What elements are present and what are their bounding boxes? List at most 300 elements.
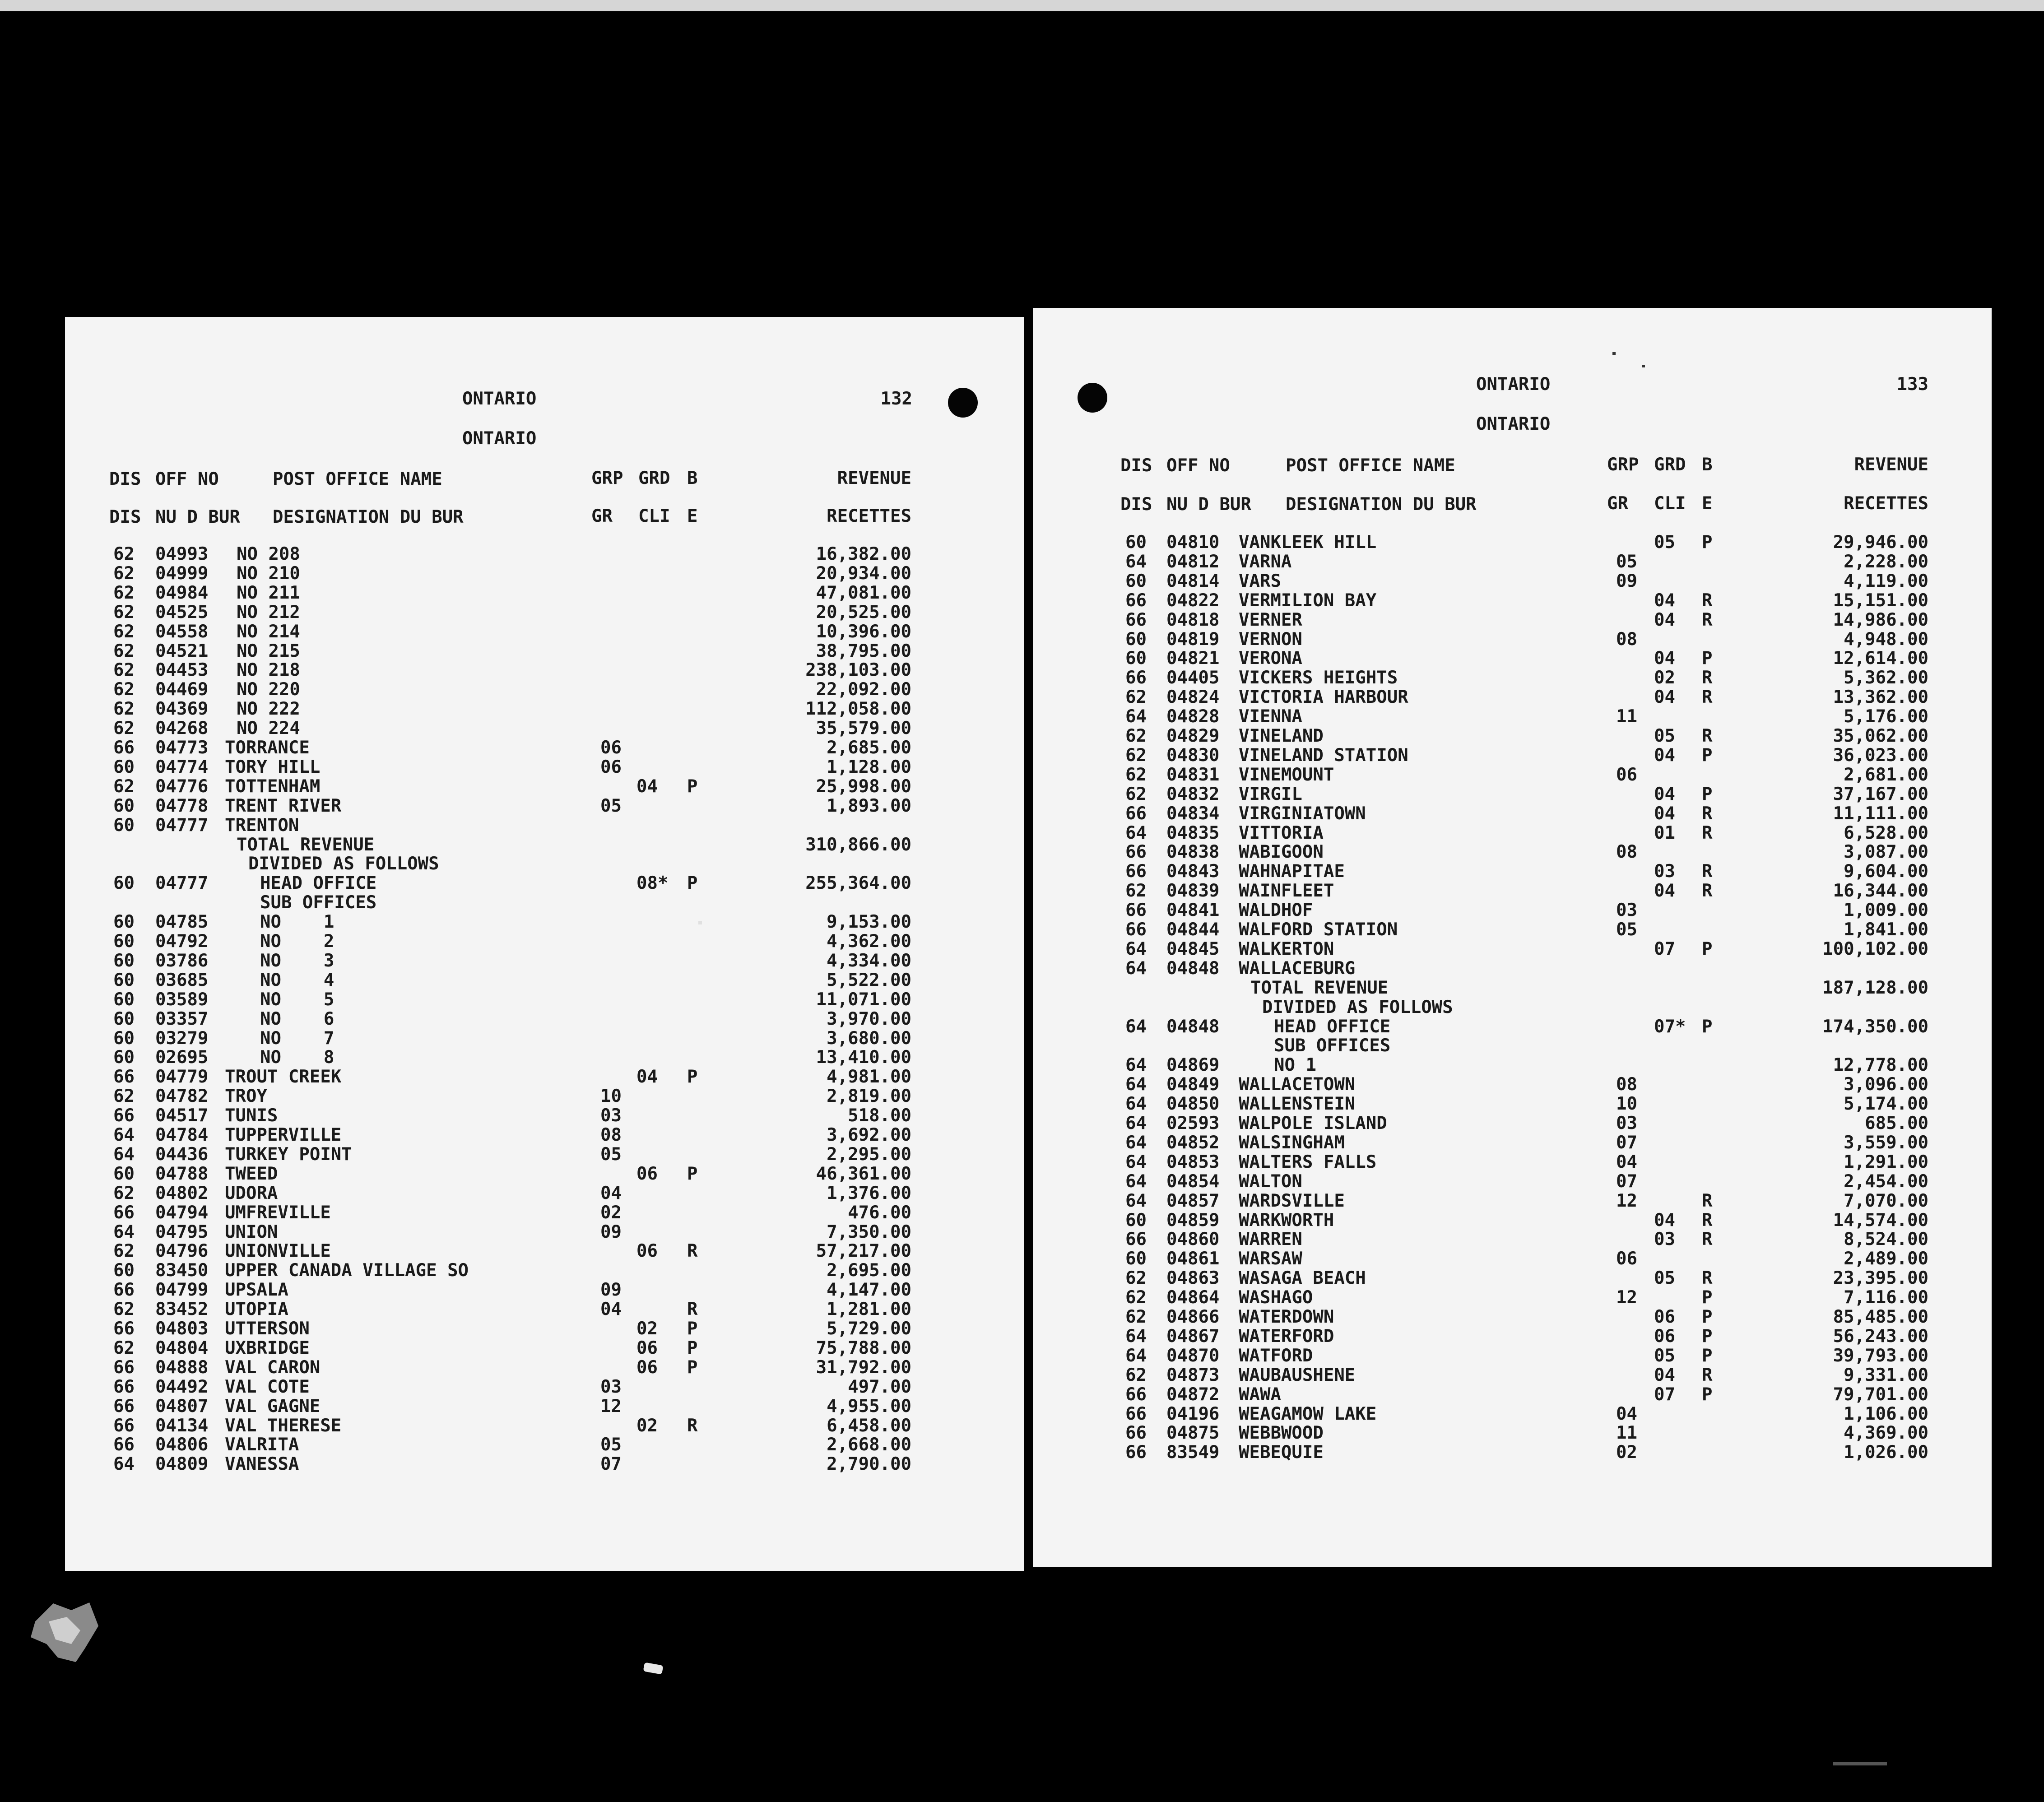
cell-dis: 62: [113, 1241, 135, 1262]
cell-office-number: 04773: [155, 738, 209, 758]
cell-dis: 60: [113, 950, 135, 971]
table-row: [1033, 862, 1992, 881]
cell-grade: 04: [1654, 745, 1675, 766]
table-row: [65, 1435, 1024, 1454]
cell-revenue: 4,948.00: [1844, 629, 1928, 650]
cell-office-name: VINELAND STATION: [1239, 745, 1408, 766]
film-speck: [643, 1663, 664, 1675]
header-off-no: OFF NO: [1166, 455, 1230, 476]
cell-office-number: 04795: [155, 1221, 209, 1242]
cell-office-name: VARNA: [1239, 551, 1292, 572]
table-row: [65, 1009, 1024, 1029]
cell-dis: 66: [1125, 1423, 1147, 1444]
cell-group: 04: [1616, 1403, 1637, 1424]
cell-revenue: 238,103.00: [805, 660, 911, 681]
cell-office-number: 03357: [155, 1008, 209, 1029]
cell-revenue: 13,410.00: [816, 1047, 911, 1068]
cell-grade: 01: [1654, 822, 1675, 843]
cell-office-number: 04854: [1166, 1171, 1220, 1192]
cell-dis: 62: [113, 544, 135, 564]
cell-office-number: 04852: [1166, 1132, 1220, 1153]
cell-office-number: 04861: [1166, 1249, 1220, 1269]
cell-revenue: 22,092.00: [816, 679, 911, 700]
cell-dis: 62: [113, 1299, 135, 1320]
page-left: [65, 317, 1024, 1571]
cell-office-number: 04776: [155, 776, 209, 797]
table-row: [1033, 901, 1992, 920]
cell-revenue: 4,369.00: [1844, 1423, 1928, 1444]
cell-revenue: 4,119.00: [1844, 571, 1928, 591]
cell-office-name: WASAGA BEACH: [1239, 1268, 1366, 1289]
cell-revenue: 1,281.00: [827, 1299, 911, 1320]
cell-dis: 66: [113, 1435, 135, 1455]
table-row: [1033, 1191, 1992, 1211]
cell-office-name: VINEMOUNT: [1239, 764, 1334, 785]
table-row: [1033, 668, 1992, 687]
cell-grade: 04: [1654, 648, 1675, 669]
cell-b: R: [1702, 822, 1713, 843]
cell-revenue: 38,795.00: [816, 641, 911, 661]
cell-revenue: 3,692.00: [827, 1125, 911, 1145]
cell-office-number: 04777: [155, 873, 209, 894]
table-row: [1033, 1055, 1992, 1075]
cell-revenue: 255,364.00: [805, 873, 911, 894]
cell-dis: 60: [113, 1163, 135, 1184]
cell-office-number: 04867: [1166, 1326, 1220, 1347]
table-row: [65, 835, 1024, 855]
cell-b: P: [1702, 1307, 1713, 1327]
cell-office-name: HEAD OFFICE: [260, 873, 377, 894]
cell-dis: 64: [1125, 706, 1147, 727]
cell-office-number: 04134: [155, 1415, 209, 1436]
cell-group: 06: [600, 738, 622, 758]
cell-dis: 62: [1125, 881, 1147, 901]
cell-revenue: 100,102.00: [1822, 938, 1928, 959]
cell-office-name: HEAD OFFICE: [1274, 1016, 1391, 1037]
cell-office-number: 04872: [1166, 1384, 1220, 1405]
cell-group: 09: [600, 1280, 622, 1300]
cell-group: 06: [1616, 764, 1637, 785]
cell-revenue: 15,151.00: [1833, 590, 1928, 611]
cell-dis: 62: [1125, 745, 1147, 766]
cell-dis: 66: [1125, 1229, 1147, 1250]
cell-office-name: WALFORD STATION: [1239, 920, 1398, 940]
cell-grade: 04: [1654, 881, 1675, 901]
table-row: [65, 738, 1024, 757]
cell-b: P: [687, 776, 698, 797]
table-row: [65, 912, 1024, 932]
cell-office-name: WALTON: [1239, 1171, 1302, 1192]
cell-revenue: 6,528.00: [1844, 822, 1928, 843]
table-row: [65, 1338, 1024, 1358]
cell-group: 12: [600, 1396, 622, 1417]
cell-group: 04: [600, 1183, 622, 1203]
cell-dis: 66: [113, 1396, 135, 1417]
cell-office-number: 03589: [155, 989, 209, 1010]
cell-dis: 62: [113, 641, 135, 661]
cell-office-number: 04863: [1166, 1268, 1220, 1289]
cell-office-name: SUB OFFICES: [1274, 1036, 1391, 1056]
table-row: [1033, 978, 1992, 998]
cell-grade: 07*: [1654, 1016, 1686, 1037]
cell-group: 02: [1616, 1442, 1637, 1463]
cell-revenue: 2,228.00: [1844, 551, 1928, 572]
cell-office-name: WATERDOWN: [1239, 1307, 1334, 1327]
cell-office-name: VERNON: [1239, 629, 1302, 650]
cell-office-name: WALLACEBURG: [1239, 958, 1356, 979]
table-row: [1033, 939, 1992, 959]
cell-office-name: NO 5: [260, 989, 334, 1010]
cell-b: P: [1702, 938, 1713, 959]
header-revenue-fr: RECETTES: [1844, 493, 1928, 514]
cell-revenue: 47,081.00: [816, 582, 911, 603]
cell-office-number: 04848: [1166, 958, 1220, 979]
cell-revenue: 5,176.00: [1844, 706, 1928, 727]
cell-office-name: WALLENSTEIN: [1239, 1094, 1356, 1115]
cell-dis: 64: [113, 1125, 135, 1145]
table-row: [65, 990, 1024, 1009]
cell-b: R: [1702, 1190, 1713, 1211]
cell-office-number: 04819: [1166, 629, 1220, 650]
cell-dis: 60: [113, 1028, 135, 1049]
cell-revenue: 2,668.00: [827, 1435, 911, 1455]
cell-b: R: [687, 1415, 698, 1436]
cell-office-number: 04405: [1166, 668, 1220, 688]
cell-dis: 66: [1125, 842, 1147, 863]
cell-office-number: 04809: [155, 1454, 209, 1475]
cell-revenue: 3,096.00: [1844, 1074, 1928, 1095]
cell-group: 09: [1616, 571, 1637, 591]
cell-office-name: NO 1: [1274, 1055, 1316, 1076]
cell-revenue: 8,524.00: [1844, 1229, 1928, 1250]
cell-dis: 62: [1125, 726, 1147, 746]
cell-office-name: VAL GAGNE: [225, 1396, 321, 1417]
cell-office-number: 04521: [155, 641, 209, 661]
cell-dis: 66: [113, 1357, 135, 1378]
cell-grade: 04: [1654, 590, 1675, 611]
cell-office-name: UPPER CANADA VILLAGE SO: [225, 1260, 469, 1281]
cell-dis: 62: [113, 1183, 135, 1203]
cell-office-number: 04794: [155, 1202, 209, 1223]
table-row: [65, 1145, 1024, 1164]
cell-group: 10: [1616, 1094, 1637, 1115]
table-row: [1033, 959, 1992, 978]
cell-grade: 04: [636, 1067, 658, 1087]
table-row: [1033, 649, 1992, 668]
cell-group: 10: [600, 1086, 622, 1107]
cell-revenue: 3,559.00: [1844, 1132, 1928, 1153]
cell-dis: 60: [1125, 571, 1147, 591]
cell-office-name: TORRANCE: [225, 738, 310, 758]
cell-office-number: 04888: [155, 1357, 209, 1378]
table-row: [65, 1222, 1024, 1242]
cell-revenue: 14,574.00: [1833, 1210, 1928, 1231]
cell-group: 09: [600, 1221, 622, 1242]
cell-dis: 62: [1125, 764, 1147, 785]
cell-dis: 66: [113, 1105, 135, 1126]
cell-grade: 08*: [636, 873, 669, 894]
cell-grade: 05: [1654, 532, 1675, 553]
table-row: [65, 680, 1024, 699]
cell-office-number: 04785: [155, 912, 209, 933]
cell-group: 05: [600, 795, 622, 816]
cell-office-name: VAL THERESE: [225, 1415, 342, 1436]
cell-dis: 62: [113, 718, 135, 739]
cell-office-name: WEBEQUIE: [1239, 1442, 1324, 1463]
cell-revenue: 37,167.00: [1833, 784, 1928, 804]
cell-group: 07: [1616, 1171, 1637, 1192]
cell-office-number: 04814: [1166, 571, 1220, 591]
cell-office-name: VANKLEEK HILL: [1239, 532, 1377, 553]
cell-grade: 02: [636, 1415, 658, 1436]
cell-dis: 60: [113, 1047, 135, 1068]
table-row: [65, 641, 1024, 661]
cell-office-name: NO 211: [237, 582, 300, 603]
cell-office-name: NO 218: [237, 660, 300, 681]
table-row: [65, 660, 1024, 680]
cell-revenue: 79,701.00: [1833, 1384, 1928, 1405]
cell-revenue: 1,841.00: [1844, 920, 1928, 940]
cell-grade: 06: [636, 1338, 658, 1358]
cell-office-name: TRENTON: [225, 815, 299, 836]
table-row: [65, 1454, 1024, 1474]
cell-dis: 64: [1125, 822, 1147, 843]
cell-office-number: 04804: [155, 1338, 209, 1358]
cell-office-number: 04870: [1166, 1345, 1220, 1366]
cell-dis: 66: [1125, 609, 1147, 630]
cell-office-number: 02695: [155, 1047, 209, 1068]
cell-office-name: NO 3: [260, 950, 334, 971]
cell-office-name: WALDHOF: [1239, 900, 1313, 921]
cell-dis: 66: [1125, 803, 1147, 824]
cell-grade: 07: [1654, 1384, 1675, 1405]
cell-office-name: UNIONVILLE: [225, 1241, 331, 1262]
cell-office-number: 04196: [1166, 1403, 1220, 1424]
cell-dis: 64: [113, 1454, 135, 1475]
cell-office-number: 04268: [155, 718, 209, 739]
cell-revenue: 4,147.00: [827, 1280, 911, 1300]
table-row: [65, 1416, 1024, 1435]
cell-office-number: 04993: [155, 544, 209, 564]
cell-group: 07: [1616, 1132, 1637, 1153]
cell-dis: 62: [1125, 687, 1147, 708]
cell-dis: 60: [113, 970, 135, 990]
table-row: [65, 1203, 1024, 1222]
cell-revenue: 5,174.00: [1844, 1094, 1928, 1115]
cell-dis: 64: [1125, 1113, 1147, 1133]
cell-office-name: SUB OFFICES: [260, 892, 377, 913]
cell-revenue: 35,579.00: [816, 718, 911, 739]
table-row: [65, 1397, 1024, 1416]
page-right: [1033, 308, 1992, 1567]
cell-dis: 66: [1125, 900, 1147, 921]
cell-office-name: VIENNA: [1239, 706, 1302, 727]
cell-dis: 66: [1125, 668, 1147, 688]
cell-group: 08: [1616, 1074, 1637, 1095]
cell-revenue: 12,614.00: [1833, 648, 1928, 669]
cell-dis: 62: [113, 582, 135, 603]
cell-b: R: [1702, 803, 1713, 824]
cell-office-name: WARSAW: [1239, 1249, 1302, 1269]
cell-revenue: 2,295.00: [827, 1144, 911, 1165]
table-row: [65, 1067, 1024, 1087]
cell-b: P: [1702, 1384, 1713, 1405]
cell-dis: 66: [113, 1415, 135, 1436]
cell-group: 05: [1616, 920, 1637, 940]
cell-office-number: 04843: [1166, 861, 1220, 882]
cell-revenue: 497.00: [848, 1376, 911, 1397]
table-row: [1033, 1423, 1992, 1443]
table-row: [1033, 533, 1992, 552]
cell-b: P: [1702, 1287, 1713, 1308]
cell-office-number: 04835: [1166, 822, 1220, 843]
cell-office-number: 04803: [155, 1319, 209, 1339]
cell-office-name: VANESSA: [225, 1454, 299, 1475]
cell-office-name: VAL COTE: [225, 1376, 310, 1397]
table-row: [1033, 1365, 1992, 1385]
cell-group: 03: [1616, 900, 1637, 921]
cell-office-name: UNION: [225, 1221, 278, 1242]
cell-office-number: 83549: [1166, 1442, 1220, 1463]
cell-office-name: VICKERS HEIGHTS: [1239, 668, 1398, 688]
cell-office-name: WAINFLEET: [1239, 881, 1334, 901]
cell-revenue: 16,344.00: [1833, 881, 1928, 901]
cell-office-name: WATFORD: [1239, 1345, 1313, 1366]
cell-office-number: 04848: [1166, 1016, 1220, 1037]
table-row: [1033, 1094, 1992, 1114]
cell-office-name: NO 210: [237, 563, 300, 584]
cell-office-number: 04832: [1166, 784, 1220, 804]
cell-office-name: TUPPERVILLE: [225, 1125, 342, 1145]
cell-office-name: NO 220: [237, 679, 300, 700]
table-row: [1033, 1114, 1992, 1133]
cell-office-number: 04792: [155, 931, 209, 952]
cell-office-number: 04779: [155, 1067, 209, 1087]
table-row: [1033, 785, 1992, 804]
cell-office-name: WEBBWOOD: [1239, 1423, 1324, 1444]
cell-office-name: VIRGIL: [1239, 784, 1302, 804]
cell-grade: 04: [1654, 803, 1675, 824]
cell-office-number: 04831: [1166, 764, 1220, 785]
cell-dis: 60: [113, 989, 135, 1010]
cell-b: R: [1702, 881, 1713, 901]
cell-dis: 66: [1125, 1403, 1147, 1424]
cell-grade: 04: [1654, 1365, 1675, 1385]
header-grp: GRP: [591, 468, 623, 488]
cell-dis: 64: [1125, 1074, 1147, 1095]
table-row: [65, 854, 1024, 873]
cell-revenue: 57,217.00: [816, 1241, 911, 1262]
cell-office-name: TUNIS: [225, 1105, 278, 1126]
cell-revenue: 20,934.00: [816, 563, 911, 584]
cell-office-name: WATERFORD: [1239, 1326, 1334, 1347]
cell-office-name: TRENT RIVER: [225, 795, 342, 816]
cell-group: 02: [600, 1202, 622, 1223]
cell-revenue: 7,070.00: [1844, 1190, 1928, 1211]
cell-revenue: 112,058.00: [805, 699, 911, 720]
cell-office-number: 83450: [155, 1260, 209, 1281]
cell-dis: 66: [113, 1280, 135, 1300]
table-row: [65, 544, 1024, 564]
table-row: [1033, 1249, 1992, 1268]
cell-revenue: 9,331.00: [1844, 1365, 1928, 1385]
cell-office-number: 04777: [155, 815, 209, 836]
cell-b: P: [687, 1338, 698, 1358]
table-row: [65, 1106, 1024, 1125]
table-row: [65, 971, 1024, 990]
cell-grade: 04: [1654, 1210, 1675, 1231]
cell-grade: 06: [636, 1241, 658, 1262]
table-row: [1033, 707, 1992, 726]
cell-office-number: 04829: [1166, 726, 1220, 746]
header-name: POST OFFICE NAME: [1286, 455, 1455, 476]
cell-revenue: 16,382.00: [816, 544, 911, 564]
cell-b: P: [1702, 745, 1713, 766]
cell-b: R: [1702, 668, 1713, 688]
table-row: [65, 1261, 1024, 1280]
table-row: [1033, 610, 1992, 630]
table-row: [65, 622, 1024, 641]
cell-office-name: NO 224: [237, 718, 300, 739]
header-grd-fr: CLI: [638, 506, 670, 526]
cell-group: 05: [600, 1435, 622, 1455]
cell-group: 05: [600, 1144, 622, 1165]
cell-dis: 64: [1125, 958, 1147, 979]
table-row: [1033, 1152, 1992, 1172]
header-b: B: [687, 468, 698, 488]
table-row: [1033, 1230, 1992, 1249]
cell-dis: 66: [113, 1202, 135, 1223]
cell-office-name: WASHAGO: [1239, 1287, 1313, 1308]
cell-office-number: 04778: [155, 795, 209, 816]
cell-office-number: 04788: [155, 1163, 209, 1184]
header-name-fr: DESIGNATION DU BUR: [273, 507, 464, 527]
cell-revenue: 2,454.00: [1844, 1171, 1928, 1192]
table-row: [65, 777, 1024, 796]
cell-revenue: 11,071.00: [816, 989, 911, 1010]
cell-grade: 05: [1654, 1268, 1675, 1289]
dust-speck: [698, 921, 702, 924]
cell-b: P: [1702, 1326, 1713, 1347]
cell-office-name: WARKWORTH: [1239, 1210, 1334, 1231]
cell-grade: 03: [1654, 861, 1675, 882]
header-b-fr: E: [687, 506, 698, 526]
cell-dis: 60: [1125, 532, 1147, 553]
cell-office-name: UTTERSON: [225, 1319, 310, 1339]
table-row: [1033, 630, 1992, 649]
cell-revenue: 39,793.00: [1833, 1345, 1928, 1366]
cell-office-number: 04853: [1166, 1152, 1220, 1172]
cell-office-number: 04822: [1166, 590, 1220, 611]
cell-group: 11: [1616, 706, 1637, 727]
cell-b: P: [687, 1319, 698, 1339]
cell-office-number: 04806: [155, 1435, 209, 1455]
header-grd: GRD: [638, 468, 670, 488]
cell-grade: 05: [1654, 726, 1675, 746]
cell-grade: 04: [636, 776, 658, 797]
cell-office-name: TORY HILL: [225, 757, 321, 777]
cell-office-name: WABIGOON: [1239, 842, 1324, 863]
cell-b: R: [1702, 1365, 1713, 1385]
cell-revenue: 2,790.00: [827, 1454, 911, 1475]
cell-revenue: 3,970.00: [827, 1008, 911, 1029]
cell-revenue: 187,128.00: [1822, 977, 1928, 998]
cell-revenue: 10,396.00: [816, 621, 911, 642]
cell-revenue: 46,361.00: [816, 1163, 911, 1184]
cell-dis: 64: [113, 1144, 135, 1165]
cell-revenue: 5,522.00: [827, 970, 911, 990]
header-grd-fr: CLI: [1654, 493, 1686, 514]
